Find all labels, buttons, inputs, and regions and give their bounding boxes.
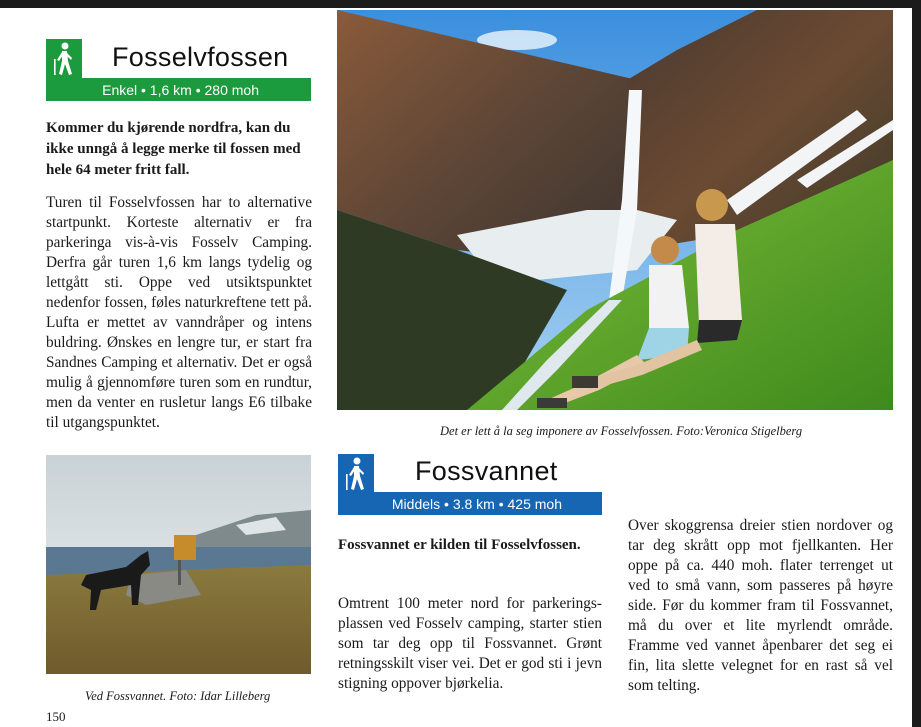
top-frame-bar [0, 0, 921, 8]
trail-title: Fosselvfossen [112, 42, 289, 72]
lead-paragraph: Fossvannet er kilden til Fosselvfossen. [338, 537, 581, 553]
photo-caption: Ved Fossvannet. Foto: Idar Lilleberg [85, 689, 271, 703]
trail-stats-bar: Enkel • 1,6 km • 280 moh [46, 78, 311, 101]
trail-stats-bar: Middels • 3.8 km • 425 moh [338, 492, 602, 515]
trail-title: Fossvannet [415, 456, 558, 486]
dog-lake-photo [46, 455, 311, 674]
body-paragraph-col2: Over skoggrensa dreier stien nordover og tar deg skrått opp mot fjellkanten. Her oppe på ca. 440 moh. flater terrenget ut ved to små vann, som passeres på høyre side. Før du kommer fram til Fossvannet, må du over et lite myrlendt område. Framme ved vannet åpenbarer det seg ei fin, lita slette velegnet for en rast så vel som telting. [628, 517, 893, 694]
body-paragraph: Turen til Fosselvfossen har to alternative startpunkt. Korteste alternativ er fra parkeringa vis-à-vis Fosselv Camping. Derfra går turen 1,6 km langs tydelig og lettgått sti. Oppe ved utsiktspunktet nedenfor fossen, føles naturkreftene tett på. Lufta er mettet av vanndråper og intens buldring. Ønskes en lengre tur, er start fra Sandnes Camping et alternativ. Det er også mulig å gjennomføre turen som en rundtur, men da venter en rusletur langs E6 tilbake til utgangspunktet. [46, 194, 312, 431]
lead-paragraph: Kommer du kjørende nordfra, kan du ikke unngå å legge merke til fossen med hele 64 meter fritt fall. [46, 120, 301, 178]
hiker-icon [338, 454, 374, 494]
waterfall-photo [337, 10, 893, 410]
photo-caption: Det er lett å la seg imponere av Fosselvfossen. Foto:Veronica Stigelberg [440, 424, 803, 438]
body-paragraph: Omtrent 100 meter nord for parkeringsplassen ved Fosselv camping, starter stien som tar deg opp til Fossvannet. Grønt retningsskilt viser vei. Det er god sti i jevn stigning oppover bjørkelia. [338, 595, 602, 692]
hiker-icon [46, 39, 82, 79]
right-frame-bar [912, 0, 921, 727]
page-number: 150 [46, 709, 66, 724]
